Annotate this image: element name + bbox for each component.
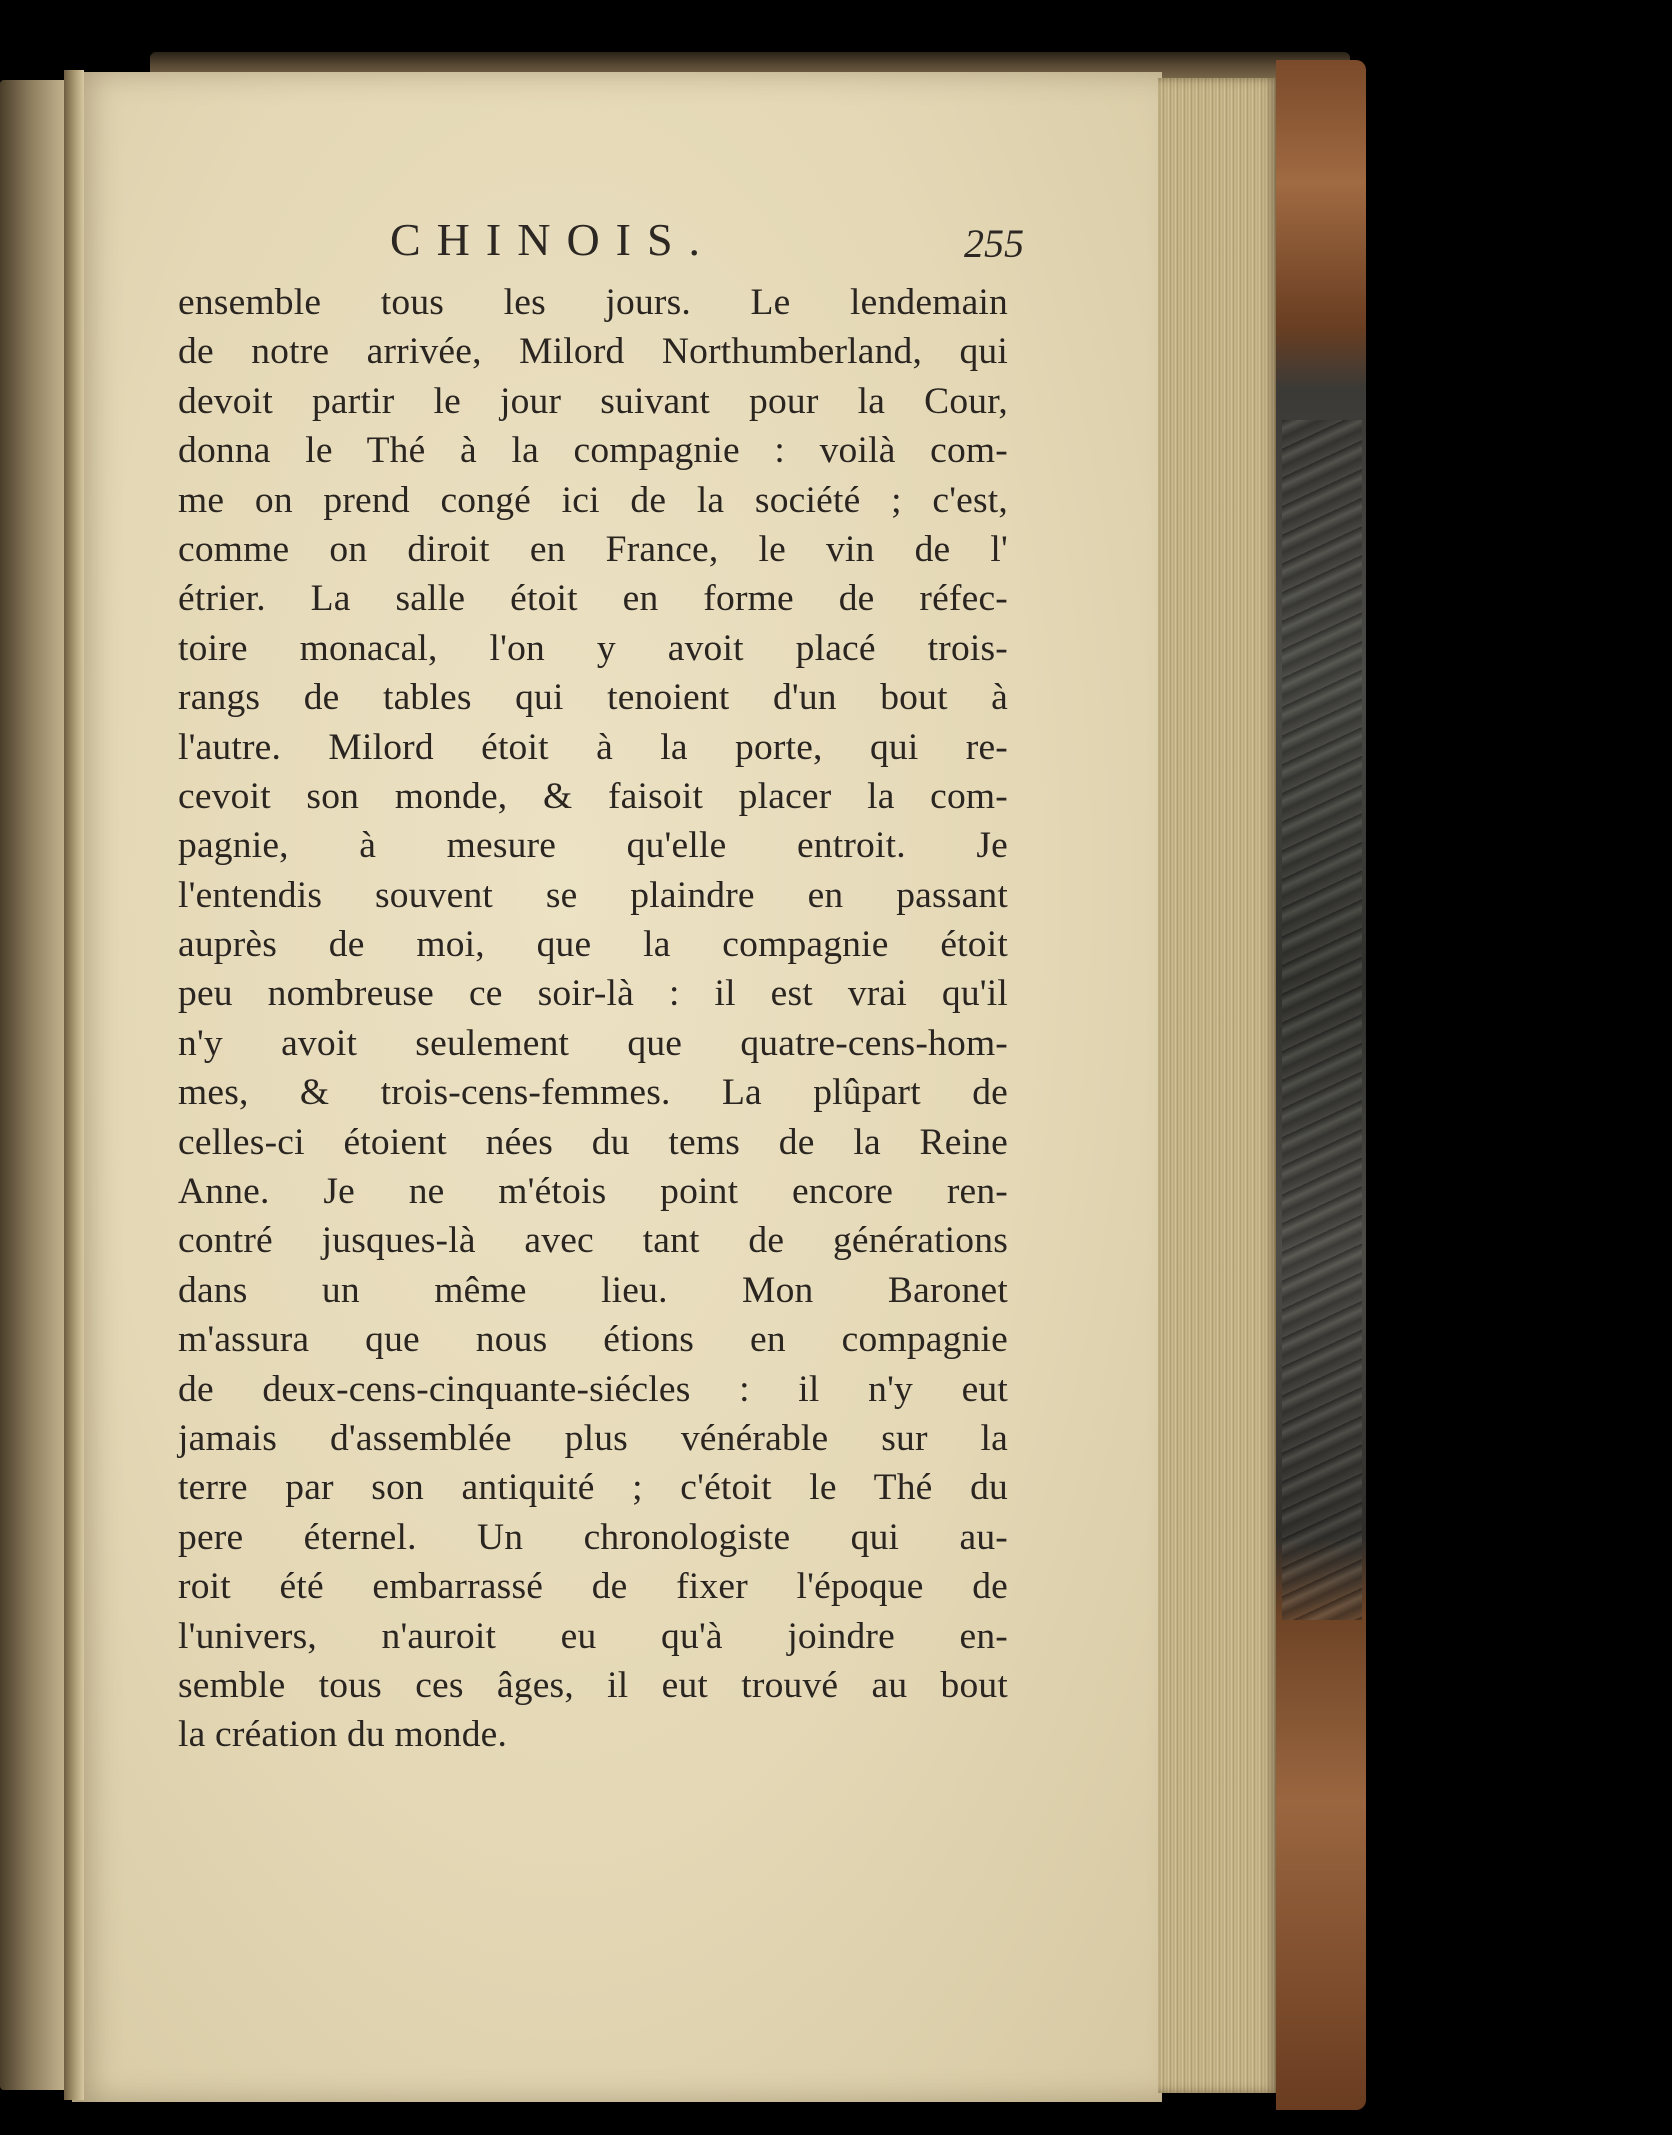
text-line: dans un même lieu. Mon Baronet (178, 1269, 1008, 1311)
page-number: 255 (964, 221, 1024, 266)
text-line: comme on diroit en France, le vin de l' (178, 528, 1008, 570)
page-fore-edge (1158, 78, 1278, 2093)
text-line: terre par son antiquité ; c'étoit le Thé du (178, 1467, 1008, 1509)
running-head-title: CHINOIS. (390, 214, 717, 265)
text-line: devoit partir le jour suivant pour la Cour, (178, 380, 1008, 422)
text-line: de deux-cens-cinquante-siécles : il n'y eut (178, 1368, 1008, 1410)
text-line: l'entendis souvent se plaindre en passant (178, 874, 1008, 916)
text-line: roit été embarrassé de fixer l'époque de (178, 1566, 1008, 1608)
marbled-cover-pattern (1282, 420, 1362, 1620)
text-line: la création du monde. (178, 1714, 508, 1756)
text-line: l'univers, n'auroit eu qu'à joindre en- (178, 1615, 1008, 1657)
text-line: Anne. Je ne m'étois point encore ren- (178, 1171, 1008, 1213)
text-line: cevoit son monde, & faisoit placer la com- (178, 775, 1008, 817)
text-line: contré jusques-là avec tant de générations (178, 1220, 1008, 1262)
text-line: me on prend congé ici de la société ; c'est, (178, 479, 1008, 521)
body-text (178, 278, 1008, 1760)
text-line: donna le Thé à la compagnie : voilà com- (178, 430, 1008, 472)
text-line: pagnie, à mesure qu'elle entroit. Je (178, 825, 1008, 867)
text-line: n'y avoit seulement que quatre-cens-hom- (178, 1022, 1008, 1064)
text-line: celles-ci étoient nées du tems de la Reine (178, 1121, 1008, 1163)
text-line: peu nombreuse ce soir-là : il est vrai qu'il (178, 973, 1008, 1015)
text-line: auprès de moi, que la compagnie étoit (178, 924, 1008, 966)
text-line: de notre arrivée, Milord Northumberland, qui (178, 331, 1008, 373)
page-gutter (64, 70, 84, 2100)
text-line: ensemble tous les jours. Le lendemain (178, 282, 1008, 323)
text-line: l'autre. Milord étoit à la porte, qui re- (178, 726, 1008, 768)
text-block (178, 208, 1024, 1760)
text-line: mes, & trois-cens-femmes. La plûpart de (178, 1072, 1008, 1114)
text-line: étrier. La salle étoit en forme de réfec- (178, 578, 1008, 620)
text-line: m'assura que nous étions en compagnie (178, 1319, 1008, 1361)
text-line: jamais d'assemblée plus vénérable sur la (178, 1417, 1008, 1459)
facing-page-edge (0, 80, 72, 2090)
text-line: toire monacal, l'on y avoit placé trois- (178, 627, 1008, 669)
text-line: pere éternel. Un chronologiste qui au- (178, 1516, 1008, 1558)
running-head (178, 208, 1024, 272)
text-line: semble tous ces âges, il eut trouvé au bout (178, 1664, 1008, 1706)
text-line: rangs de tables qui tenoient d'un bout à (178, 677, 1008, 719)
